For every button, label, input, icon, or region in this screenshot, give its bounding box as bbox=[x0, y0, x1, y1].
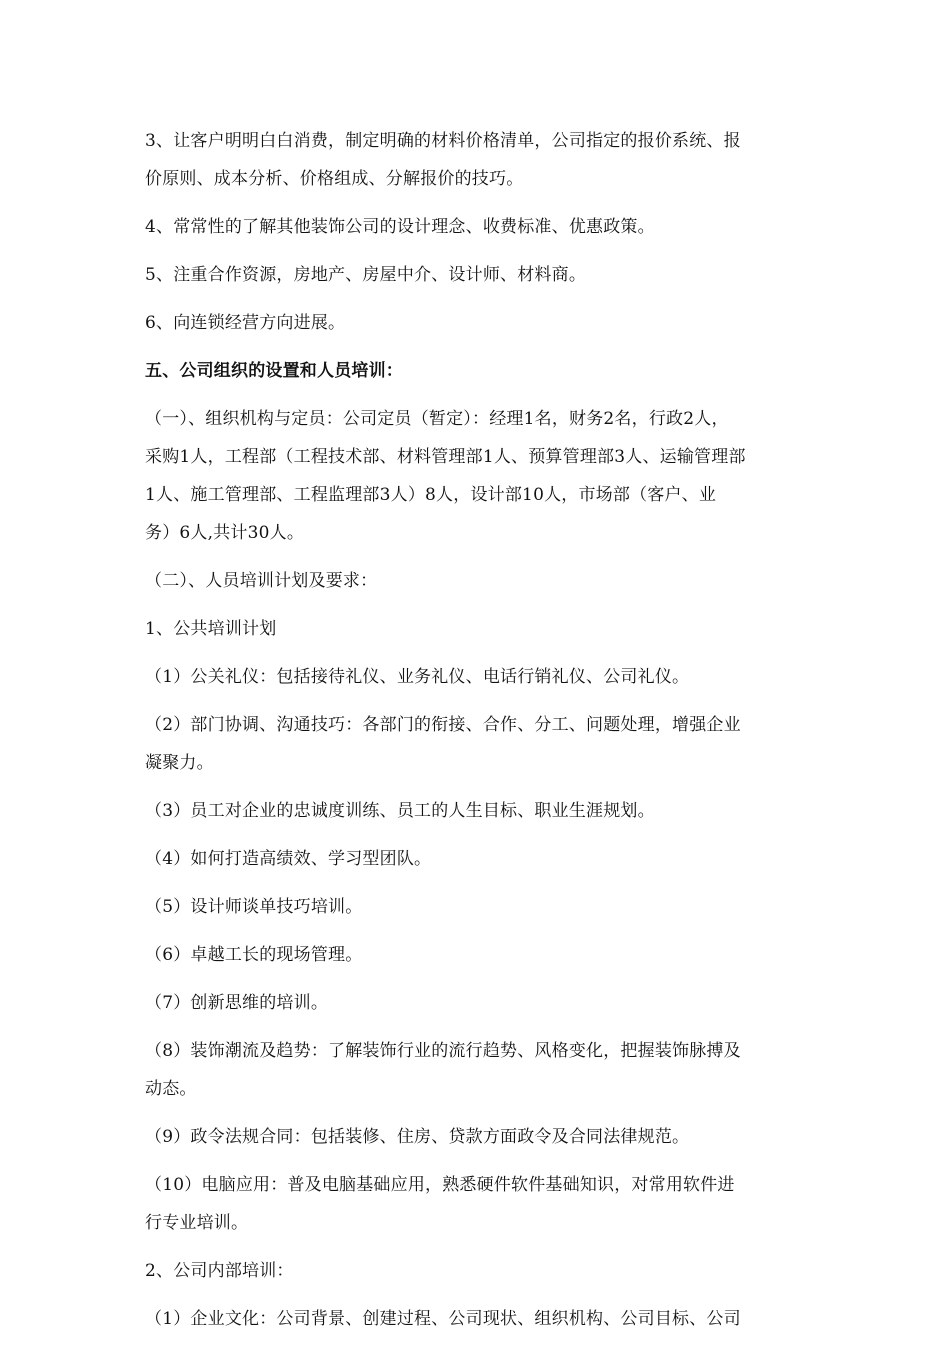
paragraph bbox=[145, 208, 810, 246]
document-body bbox=[145, 122, 810, 1338]
paragraph-line: 五、公司组织的设置和人员培训： bbox=[145, 361, 403, 381]
paragraph-line: 行专业培训。 bbox=[145, 1213, 249, 1233]
paragraph-line: 1人、施工管理部、工程监理部3人）8人，设计部10人，市场部（客户、业 bbox=[145, 485, 717, 505]
paragraph-line: （6）卓越工长的现场管理。 bbox=[145, 945, 363, 965]
paragraph-line: 2、公司内部培训： bbox=[145, 1261, 294, 1281]
paragraph-line: （10）电脑应用：普及电脑基础应用，熟悉硬件软件基础知识，对常用软件进 bbox=[145, 1175, 735, 1195]
paragraph bbox=[145, 984, 810, 1022]
paragraph-line: 3、让客户明明白白消费，制定明确的材料价格清单，公司指定的报价系统、报 bbox=[145, 131, 741, 151]
paragraph bbox=[145, 1166, 810, 1242]
paragraph-line: 1、公共培训计划 bbox=[145, 619, 277, 639]
paragraph-line: （7）创新思维的培训。 bbox=[145, 993, 329, 1013]
paragraph-line: （8）装饰潮流及趋势：了解装饰行业的流行趋势、风格变化，把握装饰脉搏及 bbox=[145, 1041, 741, 1061]
paragraph-line: （1）公关礼仪：包括接待礼仪、业务礼仪、电话行销礼仪、公司礼仪。 bbox=[145, 667, 690, 687]
paragraph bbox=[145, 304, 810, 342]
paragraph bbox=[145, 706, 810, 782]
paragraph-line: 6、向连锁经营方向进展。 bbox=[145, 313, 346, 333]
paragraph bbox=[145, 1032, 810, 1108]
paragraph bbox=[145, 562, 810, 600]
paragraph-line: 价原则、成本分析、价格组成、分解报价的技巧。 bbox=[145, 169, 524, 189]
paragraph-line: （4）如何打造高绩效、学习型团队。 bbox=[145, 849, 432, 869]
section-heading bbox=[145, 352, 810, 390]
paragraph bbox=[145, 658, 810, 696]
paragraph bbox=[145, 122, 810, 198]
paragraph bbox=[145, 400, 810, 552]
paragraph bbox=[145, 1118, 810, 1156]
paragraph-line: 采购1人，工程部（工程技术部、材料管理部1人、预算管理部3人、运输管理部 bbox=[145, 447, 746, 467]
paragraph-line: （5）设计师谈单技巧培训。 bbox=[145, 897, 363, 917]
paragraph-line: （一）、组织机构与定员：公司定员（暂定）：经理1名，财务2名，行政2人， bbox=[145, 409, 729, 429]
paragraph bbox=[145, 840, 810, 878]
paragraph-line: （2）部门协调、沟通技巧：各部门的衔接、合作、分工、问题处理，增强企业 bbox=[145, 715, 741, 735]
paragraph bbox=[145, 256, 810, 294]
paragraph-line: （3）员工对企业的忠诚度训练、员工的人生目标、职业生涯规划。 bbox=[145, 801, 655, 821]
paragraph-line: （1）企业文化：公司背景、创建过程、公司现状、组织机构、公司目标、公司 bbox=[145, 1309, 741, 1329]
paragraph-line: 4、常常性的了解其他装饰公司的设计理念、收费标准、优惠政策。 bbox=[145, 217, 655, 237]
paragraph-line: （二）、人员培训计划及要求： bbox=[145, 571, 378, 591]
paragraph bbox=[145, 936, 810, 974]
paragraph-line: 务）6人,共计30人。 bbox=[145, 523, 305, 543]
paragraph bbox=[145, 610, 810, 648]
paragraph bbox=[145, 888, 810, 926]
paragraph-line: 5、注重合作资源，房地产、房屋中介、设计师、材料商。 bbox=[145, 265, 587, 285]
paragraph bbox=[145, 1300, 810, 1338]
document-page bbox=[145, 122, 810, 1348]
paragraph-line: 动态。 bbox=[145, 1079, 197, 1099]
paragraph bbox=[145, 1252, 810, 1290]
paragraph bbox=[145, 792, 810, 830]
paragraph-line: 凝聚力。 bbox=[145, 753, 214, 773]
paragraph-line: （9）政令法规合同：包括装修、住房、贷款方面政令及合同法律规范。 bbox=[145, 1127, 690, 1147]
